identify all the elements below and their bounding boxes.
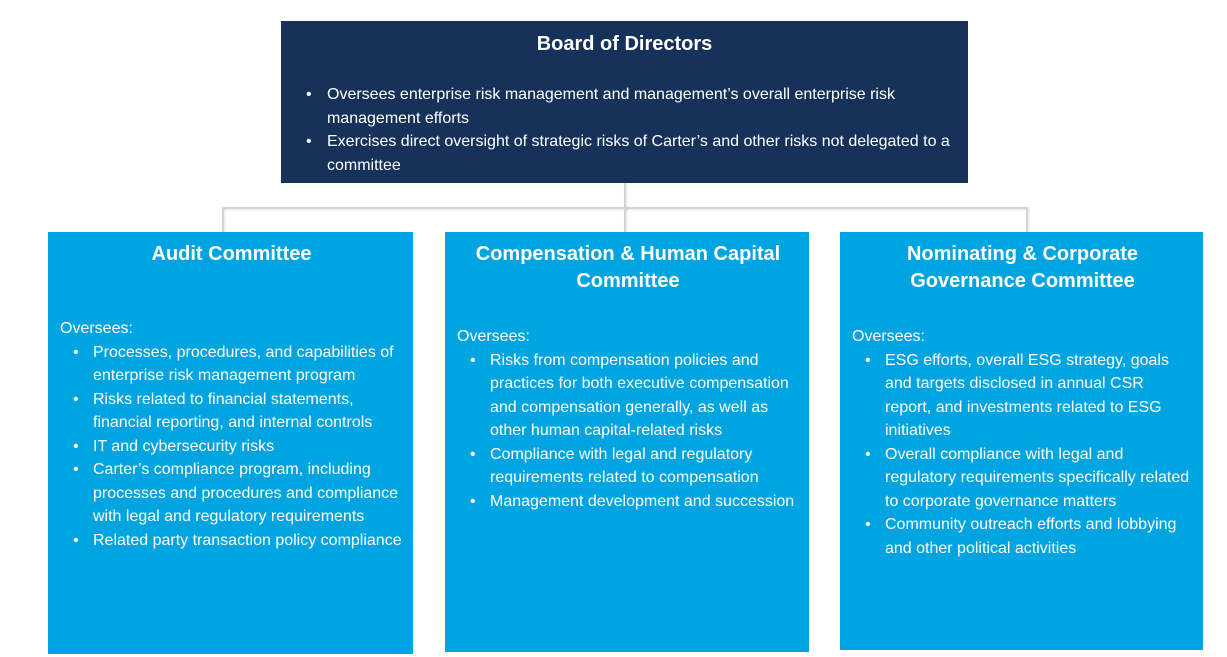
audit-committee-box (48, 232, 413, 654)
audit-committee-intro: Oversees: (60, 320, 133, 337)
nominating-committee-bullet-list (852, 349, 1193, 561)
compensation-bullet-2: • Compliance with legal and regulatory requirements related to compensation (457, 443, 799, 490)
board-title: Board of Directors (536, 33, 713, 55)
nominating-committee-box (840, 232, 1203, 650)
compensation-committee-intro: Oversees: (457, 328, 530, 345)
compensation-committee-body (457, 325, 799, 513)
board-of-directors-box (281, 21, 968, 183)
board-bullet-1: • Oversees enterprise risk management and management’s overall enterprise risk management efforts (296, 83, 953, 130)
compensation-bullet-1: • Risks from compensation policies and practices for both executive compensation and compensation generally, as well as other human capital-related risks (457, 349, 799, 443)
audit-bullet-3: • IT and cybersecurity risks (60, 435, 403, 459)
audit-bullet-2: • Risks related to financial statements, financial reporting, and internal controls (60, 388, 403, 435)
nominating-committee-title: Nominating & Corporate Governance Committee (906, 243, 1139, 292)
audit-committee-title: Audit Committee (151, 243, 312, 265)
nominating-committee-intro: Oversees: (852, 328, 925, 345)
board-bullet-2: • Exercises direct oversight of strategic risks of Carter’s and other risks not delegated to a committee (296, 130, 953, 177)
connector-drop-left (222, 207, 224, 233)
audit-committee-bullet-list (60, 341, 403, 553)
audit-committee-body (60, 317, 403, 552)
nominating-bullet-1: • ESG efforts, overall ESG strategy, goals and targets disclosed in annual CSR report, and investments related to ESG initiatives (852, 349, 1193, 443)
connector-drop-right (1026, 207, 1028, 233)
board-bullet-list (296, 83, 953, 177)
audit-bullet-5: • Related party transaction policy compliance (60, 529, 403, 553)
connector-stem (624, 183, 626, 209)
audit-bullet-1: • Processes, procedures, and capabilities of enterprise risk management program (60, 341, 403, 388)
connector-drop-center (624, 207, 626, 233)
nominating-bullet-2: • Overall compliance with legal and regulatory requirements specifically related to corporate governance matters (852, 443, 1193, 514)
compensation-committee-title: Compensation & Human Capital Committee (475, 243, 781, 292)
compensation-committee-box (445, 232, 809, 652)
audit-bullet-4: • Carter’s compliance program, including processes and procedures and compliance with legal and regulatory requirements (60, 458, 403, 529)
nominating-bullet-3: • Community outreach efforts and lobbying and other political activities (852, 513, 1193, 560)
compensation-committee-bullet-list (457, 349, 799, 514)
nominating-committee-body (852, 325, 1193, 560)
compensation-bullet-3: • Management development and succession (457, 490, 799, 514)
